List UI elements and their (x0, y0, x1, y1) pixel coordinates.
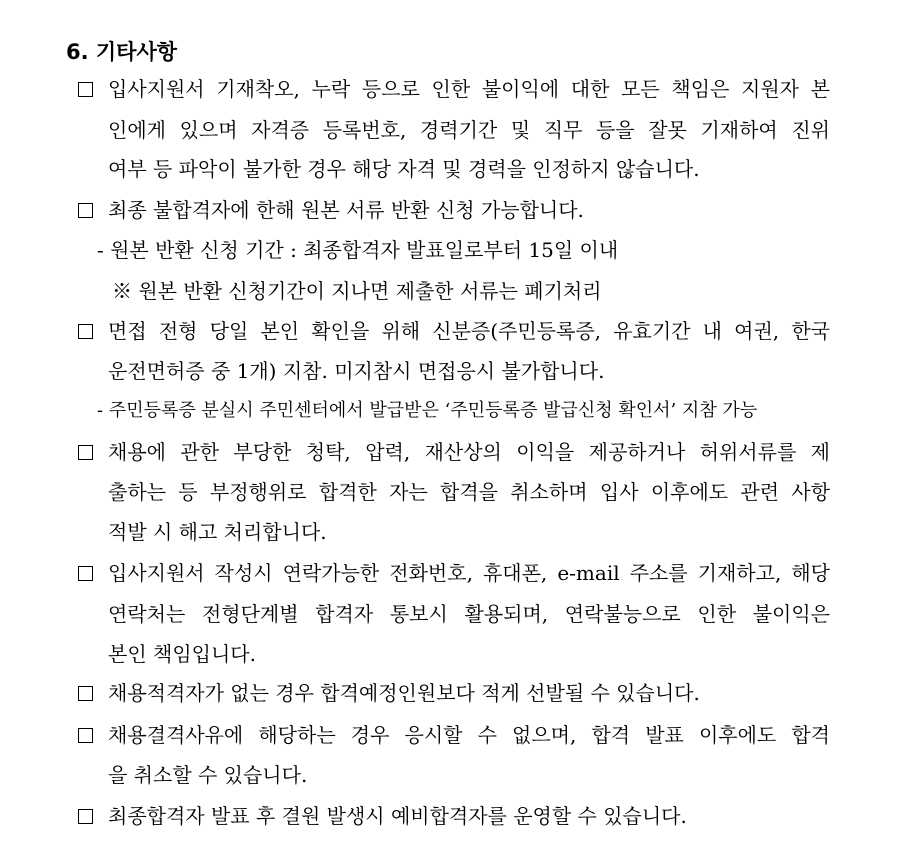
item-2-sub-1: - 원본 반환 신청 기간 : 최종합격자 발표일로부터 15일 이내 (97, 238, 619, 262)
item-6-line-1: 채용적격자가 없는 경우 합격예정인원보다 적게 선발될 수 있습니다. (108, 681, 700, 705)
item-5-line-2: 연락처는 전형단계별 합격자 통보시 활용되며, 연락불능으로 인한 불이익은 (108, 602, 830, 626)
checkbox-icon (78, 203, 93, 218)
item-4-line-2: 출하는 등 부정행위로 합격한 자는 합격을 취소하며 입사 이후에도 관련 사항 (108, 480, 830, 504)
item-7-line-2: 을 취소할 수 있습니다. (108, 763, 308, 787)
checkbox-icon (78, 809, 93, 824)
checkbox-icon (78, 728, 93, 743)
checkbox-icon (78, 566, 93, 581)
checkbox-icon (78, 445, 93, 460)
item-5-line-3: 본인 책임입니다. (108, 642, 256, 666)
checkbox-icon (78, 324, 93, 339)
section-title: 6. 기타사항 (66, 40, 178, 64)
checkbox-icon (78, 686, 93, 701)
item-7-line-1: 채용결격사유에 해당하는 경우 응시할 수 없으며, 합격 발표 이후에도 합격 (108, 723, 830, 747)
item-4-line-3: 적발 시 해고 처리합니다. (108, 520, 327, 544)
item-2-note: ※ 원본 반환 신청기간이 지나면 제출한 서류는 폐기처리 (112, 279, 602, 303)
item-5-line-1: 입사지원서 작성시 연락가능한 전화번호, 휴대폰, e-mail 주소를 기재하고, 해당 (108, 561, 830, 585)
item-1-line-1: 입사지원서 기재착오, 누락 등으로 인한 불이익에 대한 모든 책임은 지원자 본 (108, 77, 830, 101)
item-3-line-2: 운전면허증 중 1개) 지참. 미지참시 면접응시 불가합니다. (108, 359, 605, 383)
item-2-line-1: 최종 불합격자에 한해 원본 서류 반환 신청 가능합니다. (108, 198, 584, 222)
item-8-line-1: 최종합격자 발표 후 결원 발생시 예비합격자를 운영할 수 있습니다. (108, 804, 687, 828)
item-1-line-2: 인에게 있으며 자격증 등록번호, 경력기간 및 직무 등을 잘못 기재하여 진위 (108, 118, 830, 142)
item-1-line-3: 여부 등 파악이 불가한 경우 해당 자격 및 경력을 인정하지 않습니다. (108, 157, 700, 181)
item-3-sub-1: - 주민등록증 분실시 주민센터에서 발급받은 ‘주민등록증 발급신청 확인서’ 지참 가능 (97, 400, 758, 421)
checkbox-icon (78, 82, 93, 97)
item-4-line-1: 채용에 관한 부당한 청탁, 압력, 재산상의 이익을 제공하거나 허위서류를 제 (108, 440, 830, 464)
item-3-line-1: 면접 전형 당일 본인 확인을 위해 신분증(주민등록증, 유효기간 내 여권, 한국 (108, 319, 830, 343)
